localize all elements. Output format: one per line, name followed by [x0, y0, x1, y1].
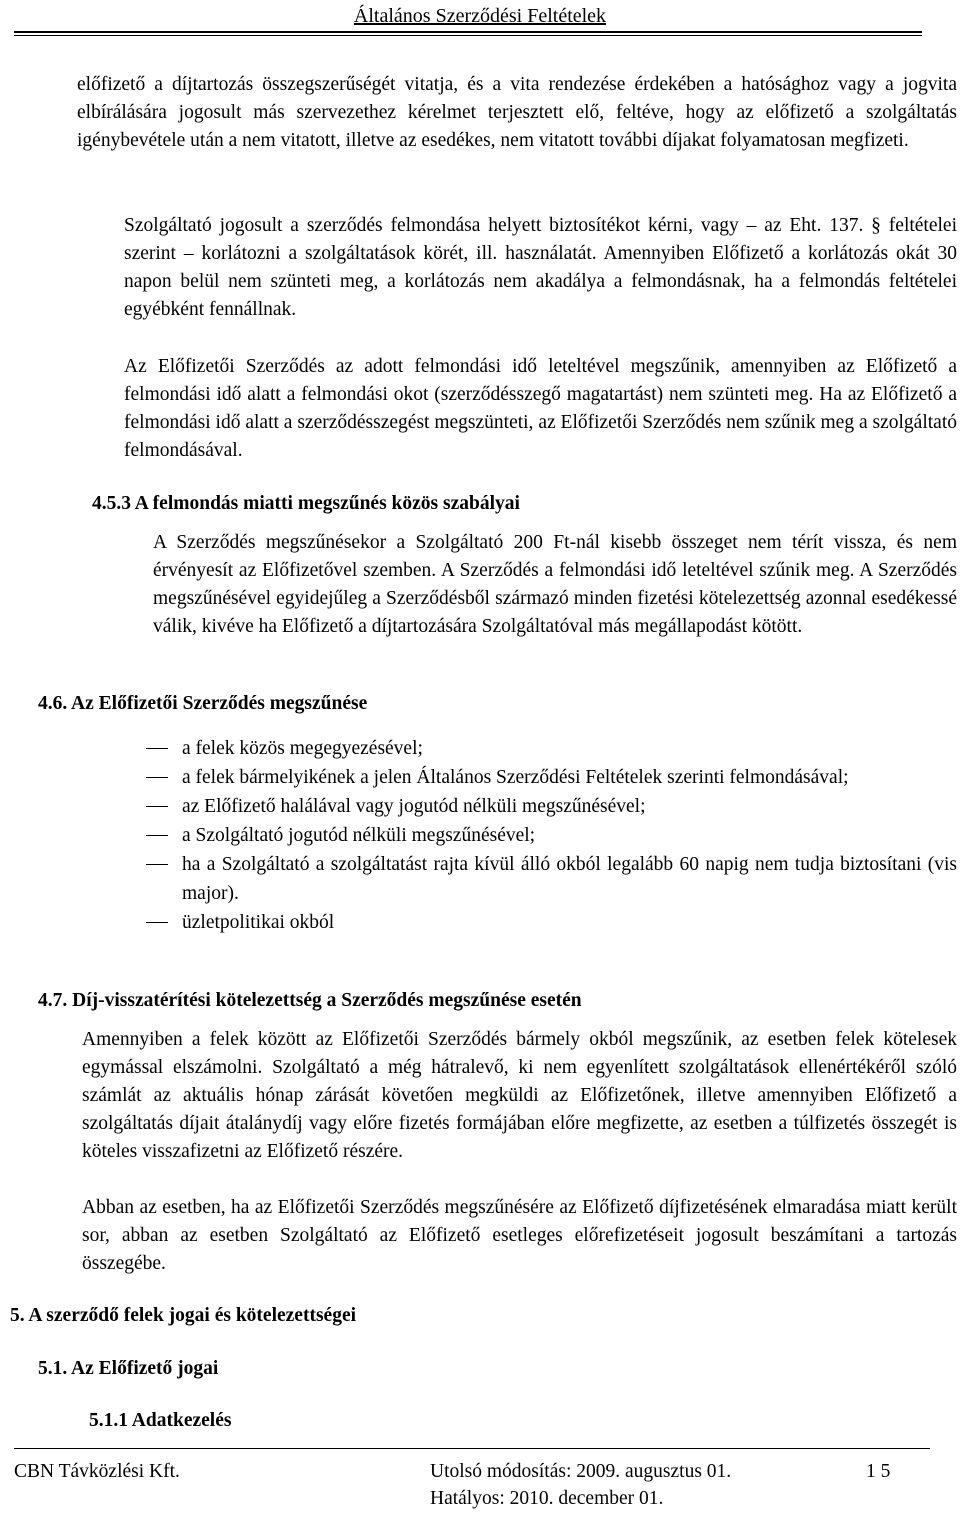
paragraph-common-rules: A Szerződés megszűnésekor a Szolgáltató 200 Ft-nál kisebb összeget nem térít vissza, és nem érvényesít az Előfizetővel szemben. A Szerződés a felmondási idő leteltével szűnik meg. A Szerződés megszűnésével egyidejűleg a Szerződésből származó minden fizetési kötelezettség azonnal esedékessé válik, kivéve ha Előfizető a díjtartozására Szolgáltatóval más megállapodást kötött. [153, 532, 957, 637]
paragraph-termination-effect: Az Előfizetői Szerződés az adott felmondási idő leteltével megszűnik, amennyiben az Előfizető a felmondási idő alatt a felmondási okot (szerződésszegő magatartást) nem szünteti meg. Ha az Előfizető a felmondási idő alatt a szerződésszegést megszünteti, az Előfizetői Szerződés nem szűnik meg a szolgáltató felmondásával. [124, 356, 957, 461]
dash-bullet-icon [146, 748, 168, 749]
document-title: Általános Szerződési Feltételek [353, 5, 607, 27]
heading-4-6: 4.6. Az Előfizetői Szerződés megszűnése [38, 693, 368, 714]
heading-4-5-3: 4.5.3 A felmondás miatti megszűnés közös szabályai [92, 493, 520, 514]
heading-5: 5. A szerződő felek jogai és kötelezettségei [10, 1305, 357, 1326]
list-item: a felek bármelyikének a jelen Általános Szerződési Feltételek szerinti felmondásával; [122, 764, 957, 793]
heading-5-1: 5.1. Az Előfizető jogai [38, 1358, 219, 1379]
dash-bullet-icon [146, 835, 168, 836]
list-item: üzletpolitikai okból [122, 909, 957, 938]
list-item: a felek közös megegyezésével; [122, 735, 957, 764]
paragraph-refund: Amennyiben a felek között az Előfizetői Szerződés bármely okból megszűnik, az esetben felek kötelesek egymással elszámolni. Szolgáltató a még hátralevő, ki nem egyenlített szolgáltatások ellenértékéről szóló számlát az aktuális hónap zárását követően megküldi az Előfizetőnek, illetve amennyiben Előfizető a szolgáltatás díjait átalánydíj vagy előre fizetés formájában előre megfizette, az esetben a túlfizetés összegét is köteles visszafizetni az Előfizető részére. [82, 1029, 957, 1162]
dash-bullet-icon [146, 806, 168, 807]
list-item: ha a Szolgáltató a szolgáltatást rajta kívül álló okból legalább 60 napig nem tudja biztosítani (vis major). [122, 851, 957, 908]
dash-bullet-icon [146, 922, 168, 923]
heading-4-7: 4.7. Díj-visszatérítési kötelezettség a Szerződés megszűnése esetén [38, 990, 582, 1011]
footer-rule [14, 1448, 930, 1449]
footer-effective: Hatályos: 2010. december 01. [430, 1488, 664, 1509]
header-rule [14, 31, 922, 33]
list-item: a Szolgáltató jogutód nélküli megszűnésével; [122, 822, 957, 851]
page-header [0, 0, 960, 38]
paragraph-continuation: előfizető a díjtartozás összegszerűségét vitatja, és a vita rendezése érdekében a hatósághoz vagy a jogvita elbírálására jogosult más szervezethez kérelmet terjesztett elő, feltéve, hogy az előfizető a szolgáltatás igénybevétele után a nem vitatott, illetve az esedékes, nem vitatott további díjakat folyamatosan megfizeti. [77, 74, 957, 151]
dash-bullet-icon [146, 777, 168, 778]
page-footer [0, 1448, 960, 1538]
footer-company: CBN Távközlési Kft. [14, 1461, 180, 1482]
paragraph-offset: Abban az esetben, ha az Előfizetői Szerződés megszűnésére az Előfizető díjfizetésének elmaradása miatt került sor, abban az esetben Szolgáltató az Előfizető esetleges előrefizetéseit jogosult beszámítani a tartozás összegébe. [82, 1197, 957, 1274]
header-rule-thin [14, 35, 922, 36]
dash-bullet-icon [146, 864, 168, 865]
list-item: az Előfizető halálával vagy jogutód nélküli megszűnésével; [122, 793, 957, 822]
heading-5-1-1: 5.1.1 Adatkezelés [89, 1410, 232, 1431]
footer-modified: Utolsó módosítás: 2009. augusztus 01. [430, 1461, 732, 1482]
paragraph-guarantee: Szolgáltató jogosult a szerződés felmondása helyett biztosítékot kérni, vagy – az Eht. 137. § feltételei szerint – korlátozni a szolgáltatások körét, ill. használatát. Amennyiben Előfizető a korlátozás okát 30 napon belül nem szünteti meg, a korlátozás nem akadálya a felmondásnak, ha a felmondás feltételei egyébként fennállnak. [124, 215, 957, 320]
page-number: 1 5 [866, 1461, 891, 1482]
termination-reasons-list [122, 735, 957, 938]
